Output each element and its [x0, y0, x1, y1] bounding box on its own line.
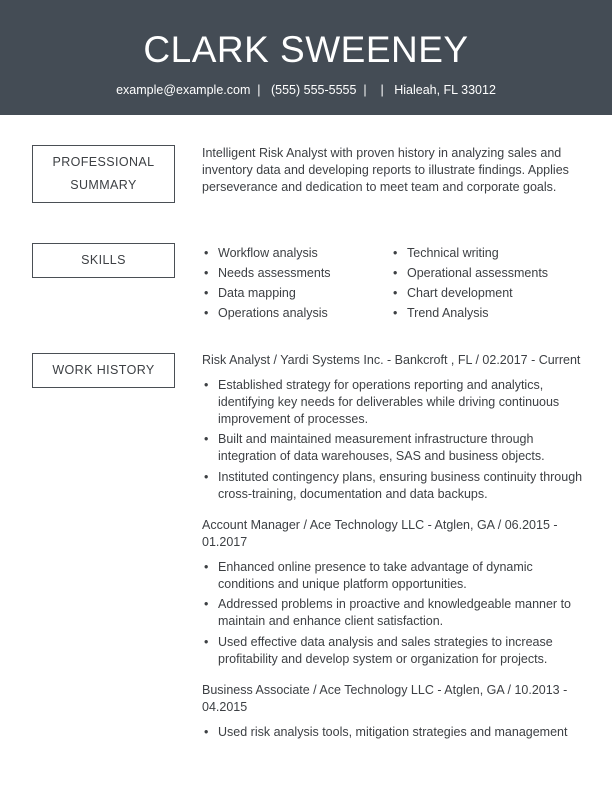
skill-item: • Needs assessments [202, 263, 331, 283]
job-bullets [202, 559, 587, 668]
job-entry [202, 682, 587, 741]
job-title: Business Associate / Ace Technology LLC - Atglen, GA / 10.2013 - 04.2015 [202, 682, 568, 714]
job-bullet: • Built and maintained measurement infrastructure through integration of data warehouses, SAS and business objects. [202, 431, 587, 465]
job-bullet: • Enhanced online presence to take advantage of dynamic conditions and unique platform opportunities. [202, 559, 587, 593]
skills-column-1 [202, 243, 331, 323]
section-label-text: WORK HISTORY [52, 363, 155, 377]
candidate-name: CLARK SWEENEY [143, 29, 469, 70]
section-label-line: PROFESSIONAL [52, 155, 155, 169]
section-label-work-history [32, 353, 175, 388]
section-label-professional-summary [32, 145, 175, 203]
job-bullet: • Instituted contingency plans, ensuring business continuity through cross-training, documentation and data backups. [202, 469, 587, 503]
skill-item: • Workflow analysis [202, 243, 331, 263]
job-title: Risk Analyst / Yardi Systems Inc. - Bankcroft , FL / 02.2017 - Current [202, 353, 581, 367]
job-bullet: • Addressed problems in proactive and knowledgeable manner to maintain and enhance client satisfaction. [202, 596, 587, 630]
skill-item: • Chart development [391, 283, 548, 303]
skill-item: • Operations analysis [202, 303, 331, 323]
job-bullets [202, 377, 587, 503]
skill-item: • Operational assessments [391, 263, 548, 283]
job-entry [202, 352, 587, 503]
section-label-line: SUMMARY [70, 178, 137, 192]
resume-header [0, 0, 612, 115]
skill-item: • Data mapping [202, 283, 331, 303]
section-label-skills [32, 243, 175, 278]
summary-text: Intelligent Risk Analyst with proven history in analyzing sales and inventory data and developing reports to illustrate findings. Applies perseverance and dedication to meet team and corporate goals. [202, 146, 569, 194]
job-entry [202, 517, 587, 668]
job-bullets [202, 724, 587, 741]
job-title: Account Manager / Ace Technology LLC - Atglen, GA / 06.2015 - 01.2017 [202, 517, 558, 549]
contact-line: example@example.com | (555) 555-5555 | | Hialeah, FL 33012 [116, 83, 496, 97]
job-bullet: • Established strategy for operations reporting and analytics, identifying key needs for deliverables while driving continuous improvement of processes. [202, 377, 587, 428]
skill-item: • Trend Analysis [391, 303, 548, 323]
section-label-text: SKILLS [81, 253, 126, 267]
skill-item: • Technical writing [391, 243, 548, 263]
job-bullet: • Used effective data analysis and sales strategies to increase profitability and develop system or organization for projects. [202, 634, 587, 668]
job-bullet: • Used risk analysis tools, mitigation strategies and management [202, 724, 587, 741]
skills-column-2 [391, 243, 548, 323]
work-history [202, 352, 587, 755]
